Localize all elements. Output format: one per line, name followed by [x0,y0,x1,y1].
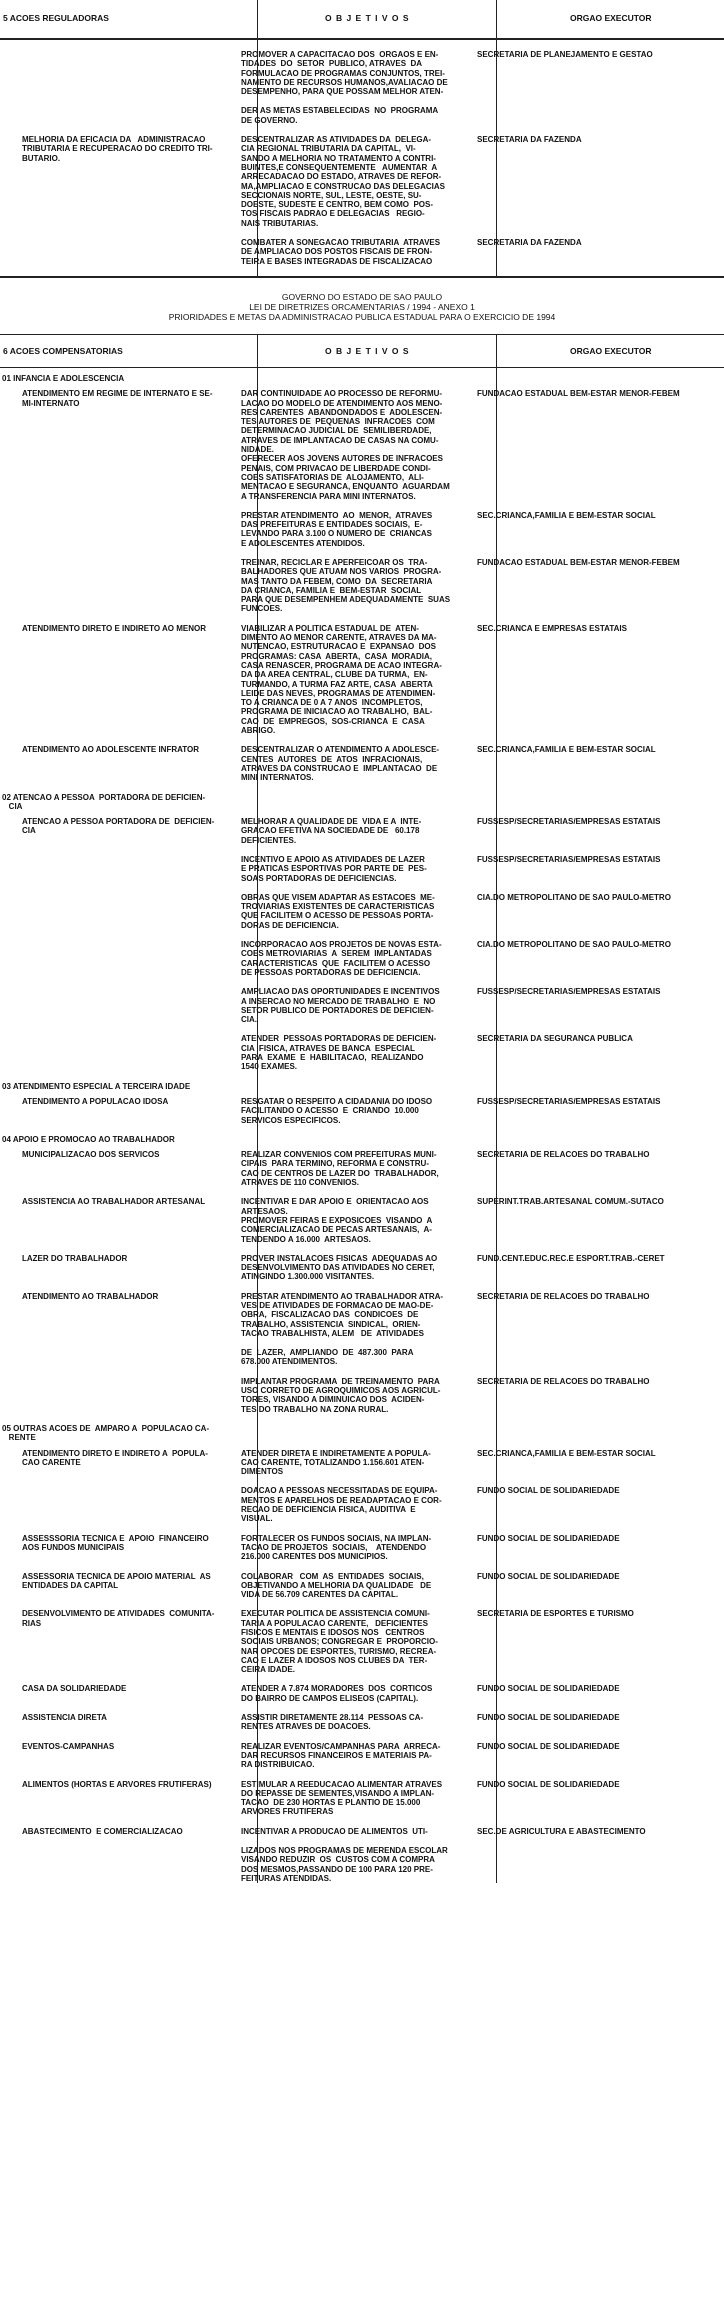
group-heading-row [0,1135,724,1144]
objective-cell: PROMOVER A CAPACITACAO DOS ORGAOS E EN- TIDADES DO SETOR PUBLICO, ATRAVES DA FORMULACAO DE PROGRAMAS CONJUNTOS, TREI- NAMENTO DE RECURSOS HUMANOS,AVALIACAO DE DESEMPENHO, PARA QUE POSSAM MELHOR ATEN- [241,50,448,97]
table-row [0,1292,724,1338]
table-row [0,1486,724,1523]
action-cell: LAZER DO TRABALHADOR [22,1253,128,1263]
group-heading-row [0,374,724,383]
executor-cell: FUND.CENT.EDUC.REC.E ESPORT.TRAB.-CERET [477,1253,665,1263]
action-cell [0,1034,236,1071]
objective-cell: COMBATER A SONEGACAO TRIBUTARIA ATRAVES DE AMPLIACAO DOS POSTOS FISCAIS DE FRON- TEIRA E BASES INTEGRADAS DE FISCALIZACAO [241,238,441,266]
table-row [0,745,724,782]
table-row [0,1449,724,1477]
group-heading-row [0,1082,724,1091]
divider [0,276,724,278]
objective-cell: ATENDER DIRETA E INDIRETAMENTE A POPULA- CAO CARENTE, TOTALIZANDO 1.156.601 ATEN- DIMENTOS [241,1448,431,1477]
executor-cell: FUNDO SOCIAL DE SOLIDARIEDADE [477,1533,620,1543]
executor-cell [492,1424,720,1443]
table-row [0,1846,724,1883]
objective-cell: TREINAR, RECICLAR E APERFEICOAR OS TRA- BALHADORES QUE ATUAM NOS VARIOS PROGRA- MAS TANTO DA FEBEM, COMO DA SECRETARIA DA CRIANCA, FAMILIA E BEM-ESTAR SOCIAL PARA QUE DESEMPENHEM ADEQUADAMENTE SUAS FUNCOES. [241,557,451,614]
executor-cell: SEC.CRIANCA,FAMILIA E BEM-ESTAR SOCIAL [477,745,656,755]
table-header [0,335,724,367]
table-body [0,40,724,266]
executor-cell: FUSSESP/SECRETARIAS/EMPRESAS ESTATAIS [477,855,661,864]
action-cell [0,940,236,977]
action-cell: ASSESSSORIA TECNICA E APOIO FINANCEIRO AOS FUNDOS MUNICIPAIS [22,1533,209,1552]
executor-cell [492,793,720,812]
header-acoes: 6 ACOES COMPENSATORIAS [3,345,123,356]
action-cell: 03 ATENDIMENTO ESPECIAL A TERCEIRA IDADE [2,1081,191,1091]
objective-cell: PRESTAR ATENDIMENTO AO MENOR, ATRAVES DAS PREFEITURAS E ENTIDADES SOCIAIS, E- LEVANDO PARA 3.100 O NUMERO DE CRIANCAS E ADOLESCENTES ATENDIDOS. [241,510,433,548]
action-cell: ATENDIMENTO AO ADOLESCENTE INFRATOR [22,745,200,755]
group-heading-row [0,793,724,812]
action-cell: ATENDIMENTO DIRETO E INDIRETO AO MENOR [22,623,207,633]
objective-cell [256,374,492,383]
objective-cell: REALIZAR EVENTOS/CAMPANHAS PARA ARRECA- DAR RECURSOS FINANCEIROS E MATERIAIS PA- RA DISTRIBUICAO. [241,1741,441,1770]
table-header [0,0,724,38]
action-cell: ATENDIMENTO DIRETO E INDIRETO A POPULA- CAO CARENTE [22,1448,208,1467]
objective-cell: ATENDER A 7.874 MORADORES DOS CORTICOS DO BAIRRO DE CAMPOS ELISEOS (CAPITAL). [241,1684,433,1703]
title-line: PRIORIDADES E METAS DA ADMINISTRACAO PUBLICA ESTADUAL PARA O EXERCICIO DE 1994 [168,311,556,322]
action-cell: CASA DA SOLIDARIEDADE [22,1684,127,1694]
executor-cell [492,1135,720,1144]
executor-cell: CIA.DO METROPOLITANO DE SAO PAULO-METRO [477,892,671,902]
objective-cell: LIZADOS NOS PROGRAMAS DE MERENDA ESCOLAR VISANDO REDUZIR OS CUSTOS COM A COMPRA DOS MESMOS,PASSANDO DE 100 PARA 120 PRE- FEITURAS ATENDIDAS. [241,1846,448,1883]
table-row [0,1150,724,1187]
action-cell [0,1846,236,1883]
group-heading-row [0,1424,724,1443]
action-cell: ALIMENTOS (HORTAS E ARVORES FRUTIFERAS) [22,1779,212,1789]
objective-cell: ESTIMULAR A REEDUCACAO ALIMENTAR ATRAVES DO REPASSE DE SEMENTES,VISANDO A IMPLAN- TACAO DE 230 HORTAS E PLANTIO DE 15.000 ARVORES FRUTIFERAS [241,1779,443,1817]
header-orgao-executor: ORGAO EXECUTOR [570,13,652,23]
table-row [0,1534,724,1562]
objective-cell: OBRAS QUE VISEM ADAPTAR AS ESTACOES ME- TROVIARIAS EXISTENTES DE CARACTERISTICAS QUE FACILITEM O ACESSO DE PESSOAS PORTA- DORAS DE DEFICIENCIA. [241,892,435,930]
action-cell: 01 INFANCIA E ADOLESCENCIA [2,373,125,383]
objective-cell [256,1135,492,1144]
objective-cell: REALIZAR CONVENIOS COM PREFEITURAS MUNI- CIPAIS PARA TERMINO, REFORMA E CONSTRU- CAO DE CENTROS DE LAZER DO TRABALHADOR, ATRAVES DE 110 CONVENIOS. [241,1150,439,1188]
executor-cell [492,374,720,383]
table-row [0,106,724,125]
objective-cell: VIABILIZAR A POLITICA ESTADUAL DE ATEN- DIMENTO AO MENOR CARENTE, ATRAVES DA MA- NUTENCAO, ESTRUTURACAO E EXPANSAO DOS PROGRAMAS: CASA ABERTA, CASA MORADIA, CASA RENASCER, PROGRAMA DE ACAO INTEGRA- DA DA AREA CENTRAL, CLUBE DA TURMA, EN- TURMANDO, A TURMA FAZ ARTE, CASA ABERTA LEIDE DAS NEVES, PROGRAMAS DE ATENDIMEN- TO A CRIANCA DE 0 A 7 ANOS INCOMPLETOS, PROGRAMA DE INICIACAO AO TRABALHO, BAL- CAO DE EMPREGOS, SOS-CRIANCA E CASA ABRIGO. [241,623,442,736]
action-cell [0,1486,236,1523]
objective-cell: RESGATAR O RESPEITO A CIDADANIA DO IDOSO FACILITANDO O ACESSO E CRIANDO 10.000 SERVICOS ESPECIFICOS. [241,1096,433,1125]
document-title [0,278,724,334]
action-cell [0,893,236,930]
executor-cell: FUNDACAO ESTADUAL BEM-ESTAR MENOR-FEBEM [477,557,680,567]
objective-cell: PRESTAR ATENDIMENTO AO TRABALHADOR ATRA- VES DE ATIVIDADES DE FORMACAO DE MAO-DE- OBRA, FISCALIZACAO DAS CONDICOES DE TRABALHO, ASSISTENCIA SINDICAL, ORIEN- TACAO TRABALHISTA, ALEM DE ATIVIDADES [241,1291,444,1338]
header-objetivos: O B J E T I V O S [325,13,410,23]
objective-cell: ASSISTIR DIRETAMENTE 28.114 PESSOAS CA- RENTES ATRAVES DE DOACOES. [241,1713,424,1732]
action-cell: ASSISTENCIA AO TRABALHADOR ARTESANAL [22,1197,206,1207]
header-orgao-executor: ORGAO EXECUTOR [570,345,652,356]
table-row [0,1742,724,1770]
action-cell: ATENDIMENTO AO TRABALHADOR [22,1291,159,1301]
objective-cell: EXECUTAR POLITICA DE ASSISTENCIA COMUNI- TARIA A POPULACAO CARENTE, DEFICIENTES FISICOS E MENTAIS E IDOSOS NOS CENTROS SOCIAIS URBANOS; CONGREGAR E PROPORCIO- NAR OPCOES DE ESPORTES, TURISMO, RECREA- CAO E LAZER A IDOSOS NOS CLUBES DA TER- CEIRA IDADE. [241,1609,438,1675]
executor-cell: SECRETARIA DA FAZENDA [477,238,582,248]
executor-cell: FUNDO SOCIAL DE SOLIDARIEDADE [477,1779,620,1789]
action-cell: MELHORIA DA EFICACIA DA ADMINISTRACAO TRIBUTARIA E RECUPERACAO DO CREDITO TRI- BUTARIO. [22,135,213,163]
action-cell [0,238,236,266]
executor-cell: FUSSESP/SECRETARIAS/EMPRESAS ESTATAIS [477,817,661,827]
action-cell: ASSISTENCIA DIRETA [22,1713,107,1723]
executor-cell: SECRETARIA DE RELACOES DO TRABALHO [477,1291,650,1301]
objective-cell: MELHORAR A QUALIDADE DE VIDA E A INTE- GRACAO EFETIVA NA SOCIEDADE DE 60.178 DEFICIENTES. [241,817,422,845]
table-body [0,368,724,1883]
section-acoes-compensatorias [0,334,724,1883]
table-row [0,1780,724,1817]
objective-cell: AMPLIACAO DAS OPORTUNIDADES E INCENTIVOS A INSERCAO NO MERCADO DE TRABALHO E NO SETOR PUBLICO DE PORTADORES DE DEFICIEN- CIA. [241,987,440,1025]
table-row [0,855,724,883]
action-cell: 02 ATENCAO A PESSOA PORTADORA DE DEFICIEN- CIA [2,792,206,811]
executor-cell: SUPERINT.TRAB.ARTESANAL COMUM.-SUTACO [477,1197,664,1207]
executor-cell [472,1846,700,1883]
executor-cell: FUNDO SOCIAL DE SOLIDARIEDADE [477,1713,620,1723]
executor-cell [472,106,700,125]
executor-cell: CIA.DO METROPOLITANO DE SAO PAULO-METRO [477,940,671,950]
executor-cell: SEC.DE AGRICULTURA E ABASTECIMENTO [477,1826,646,1836]
objective-cell: ATENDER PESSOAS PORTADORAS DE DEFICIEN- CIA FISICA, ATRAVES DE BANCA ESPECIAL PARA EXAME E HABILITACAO, REALIZANDO 1540 EXAMES. [241,1034,437,1072]
table-row [0,940,724,977]
action-cell [0,511,236,548]
table-row [0,1713,724,1732]
objective-cell: DESCENTRALIZAR AS ATIVIDADES DA DELEGA- CIA REGIONAL TRIBUTARIA DA CAPITAL, VI- SANDO A MELHORIA NO TRATAMENTO A CONTRI- BUINTES,E CONSEQUENTEMENTE AUMENTAR A ARRECADACAO DO ESTADO, ATRAVES DE REFOR- MA,AMPLIACAO E CONSTRUCAO DAS DELEGACIAS SECCIONAIS NORTE, SUL, LESTE, OESTE, SU- DOESTE, SUDESTE E CENTRO, BEM COMO POS- TOS FISCAIS PADRAO E DELEGACIAS REGIO- NAIS TRIBUTARIAS. [241,135,446,228]
executor-cell: FUSSESP/SECRETARIAS/EMPRESAS ESTATAIS [477,987,661,997]
table-row [0,1097,724,1125]
objective-cell: COLABORAR COM AS ENTIDADES SOCIAIS, OBJETIVANDO A MELHORIA DA QUALIDADE DE VIDA DE 56.709 CARENTES DA CAPITAL. [241,1571,432,1600]
action-cell: ASSESSORIA TECNICA DE APOIO MATERIAL AS ENTIDADES DA CAPITAL [22,1571,211,1590]
executor-cell: FUNDO SOCIAL DE SOLIDARIEDADE [477,1571,620,1581]
table-row [0,1034,724,1071]
action-cell: 04 APOIO E PROMOCAO AO TRABALHADOR [2,1134,175,1144]
objective-cell [256,1424,492,1443]
table-row [0,817,724,845]
header-acoes: 5 ACOES REGULADORAS [3,13,109,23]
table-row [0,1254,724,1282]
title-line: GOVERNO DO ESTADO DE SAO PAULO [281,291,443,302]
executor-cell: SEC.CRIANCA E EMPRESAS ESTATAIS [477,623,627,633]
action-cell: EVENTOS-CAMPANHAS [22,1741,115,1751]
action-cell [0,1377,236,1414]
objective-cell: IMPLANTAR PROGRAMA DE TREINAMENTO PARA USO CORRETO DE AGROQUIMICOS AOS AGRICUL- TORES, VISANDO A DIMINUICAO DOS ACIDEN- TES DO TRABALHO NA ZONA RURAL. [241,1376,441,1414]
executor-cell: SECRETARIA DA FAZENDA [477,135,582,145]
objective-cell: DOACAO A PESSOAS NECESSITADAS DE EQUIPA- MENTOS E APARELHOS DE READAPTACAO E COR- RECAO DE DEFICIENCIA FISICA, AUDITIVA E VISUAL. [241,1486,442,1524]
executor-cell: SECRETARIA DE RELACOES DO TRABALHO [477,1376,650,1386]
executor-cell [492,1082,720,1091]
table-row [0,1348,724,1367]
executor-cell: FUNDO SOCIAL DE SOLIDARIEDADE [477,1486,620,1496]
table-row [0,987,724,1024]
action-cell [0,1348,236,1367]
table-row [0,558,724,614]
table-row [0,1197,724,1243]
executor-cell: FUNDO SOCIAL DE SOLIDARIEDADE [477,1684,620,1694]
action-cell [0,50,236,96]
table-row [0,50,724,96]
table-row [0,1684,724,1703]
action-cell: ABASTECIMENTO E COMERCIALIZACAO [22,1826,183,1836]
action-cell: ATENCAO A PESSOA PORTADORA DE DEFICIEN- CIA [22,817,215,836]
executor-cell: SECRETARIA DE RELACOES DO TRABALHO [477,1150,650,1160]
executor-cell: FUSSESP/SECRETARIAS/EMPRESAS ESTATAIS [477,1096,661,1106]
table-row [0,893,724,930]
executor-cell [472,1348,700,1367]
header-objetivos: O B J E T I V O S [325,345,410,356]
action-cell [0,106,236,125]
table-row [0,624,724,736]
action-cell [0,987,236,1024]
action-cell [0,855,236,883]
objective-cell: PROVER INSTALACOES FISICAS ADEQUADAS AO DESENVOLVIMENTO DAS ATIVIDADES NO CERET, ATINGINDO 1.300.000 VISITANTES. [241,1253,438,1282]
executor-cell: FUNDACAO ESTADUAL BEM-ESTAR MENOR-FEBEM [477,389,680,399]
objective-cell: INCENTIVAR E DAR APOIO E ORIENTACAO AOS ARTESAOS. PROMOVER FEIRAS E EXPOSICOES VISANDO A COMERCIALIZACAO DE PECAS ARTESANAIS, A- TENDENDO A 16.000 ARTESAOS. [241,1197,433,1244]
action-cell: 05 OUTRAS ACOES DE AMPARO A POPULACAO CA- RENTE [2,1423,210,1443]
action-cell: ATENDIMENTO EM REGIME DE INTERNATO E SE- MI-INTERNATO [22,389,213,408]
action-cell: MUNICIPALIZACAO DOS SERVICOS [22,1150,160,1160]
table-row [0,1827,724,1836]
executor-cell: FUNDO SOCIAL DE SOLIDARIEDADE [477,1741,620,1751]
table-row [0,1609,724,1674]
objective-cell: INCORPORACAO AOS PROJETOS DE NOVAS ESTA- COES METROVIARIAS A SEREM IMPLANTADAS CARACTERISTICAS QUE FACILITEM O ACESSO DE PESSOAS PORTADORAS DE DEFICIENCIA. [241,940,442,977]
objective-cell: INCENTIVAR A PRODUCAO DE ALIMENTOS UTI- [241,1826,428,1836]
table-row [0,511,724,548]
executor-cell: SEC.CRIANCA,FAMILIA E BEM-ESTAR SOCIAL [477,510,656,520]
action-cell: ATENDIMENTO A POPULACAO IDOSA [22,1096,169,1106]
executor-cell: SECRETARIA DA SEGURANCA PUBLICA [477,1034,633,1044]
table-row [0,1572,724,1600]
objective-cell: FORTALECER OS FUNDOS SOCIAIS, NA IMPLAN- TACAO DE PROJETOS SOCIAIS, ATENDENDO 216.000 CARENTES DOS MUNICIPIOS. [241,1533,432,1562]
objective-cell [256,793,492,812]
objective-cell: DE LAZER, AMPLIANDO DE 487.300 PARA 678.000 ATENDIMENTOS. [241,1348,414,1367]
objective-cell: DER AS METAS ESTABELECIDAS NO PROGRAMA DE GOVERNO. [241,106,439,125]
executor-cell: SEC.CRIANCA,FAMILIA E BEM-ESTAR SOCIAL [477,1448,656,1458]
executor-cell: SECRETARIA DE PLANEJAMENTO E GESTAO [477,50,653,59]
objective-cell: DAR CONTINUIDADE AO PROCESSO DE REFORMU- LACAO DO MODELO DE ATENDIMENTO AOS MENO- RES CARENTES ABANDONDADOS E ADOLESCEN- TES AUTORES DE PEQUENAS INFRACOES COM DETERMINACAO JUDICIAL DE SEMILIBERDADE, ATRAVES DE IMPLANTACAO DE CASAS NA COMU- NIDADE. OFERECER AOS JOVENS AUTORES DE INFRACOES PENAIS, COM PRIVACAO DE LIBERDADE CONDI- COES SATISFATORIAS DE ALOJAMENTO, ALI- MENTACAO E SEGURANCA, ENQUANTO AGUARDAM A TRANSFERENCIA PARA MINI INTERNATOS. [241,389,450,501]
executor-cell: SECRETARIA DE ESPORTES E TURISMO [477,1609,634,1619]
section-acoes-reguladoras [0,0,724,278]
table-row [0,389,724,501]
table-row [0,238,724,266]
table-row [0,135,724,228]
action-cell: DESENVOLVIMENTO DE ATIVIDADES COMUNITA- RIAS [22,1609,215,1628]
objective-cell: DESCENTRALIZAR O ATENDIMENTO A ADOLESCE- CENTES AUTORES DE ATOS INFRACIONAIS, ATRAVES DA CONSTRUCAO E IMPLANTACAO DE MINI INTERNATOS. [241,745,440,783]
objective-cell: INCENTIVO E APOIO AS ATIVIDADES DE LAZER E PRATICAS ESPORTIVAS POR PARTE DE PES- SOAS PORTADORAS DE DEFICIENCIAS. [241,855,427,883]
action-cell [0,558,236,614]
table-row [0,1377,724,1414]
objective-cell [256,1082,492,1091]
title-line: LEI DE DIRETRIZES ORCAMENTARIAS / 1994 - ANEXO 1 [249,301,475,312]
